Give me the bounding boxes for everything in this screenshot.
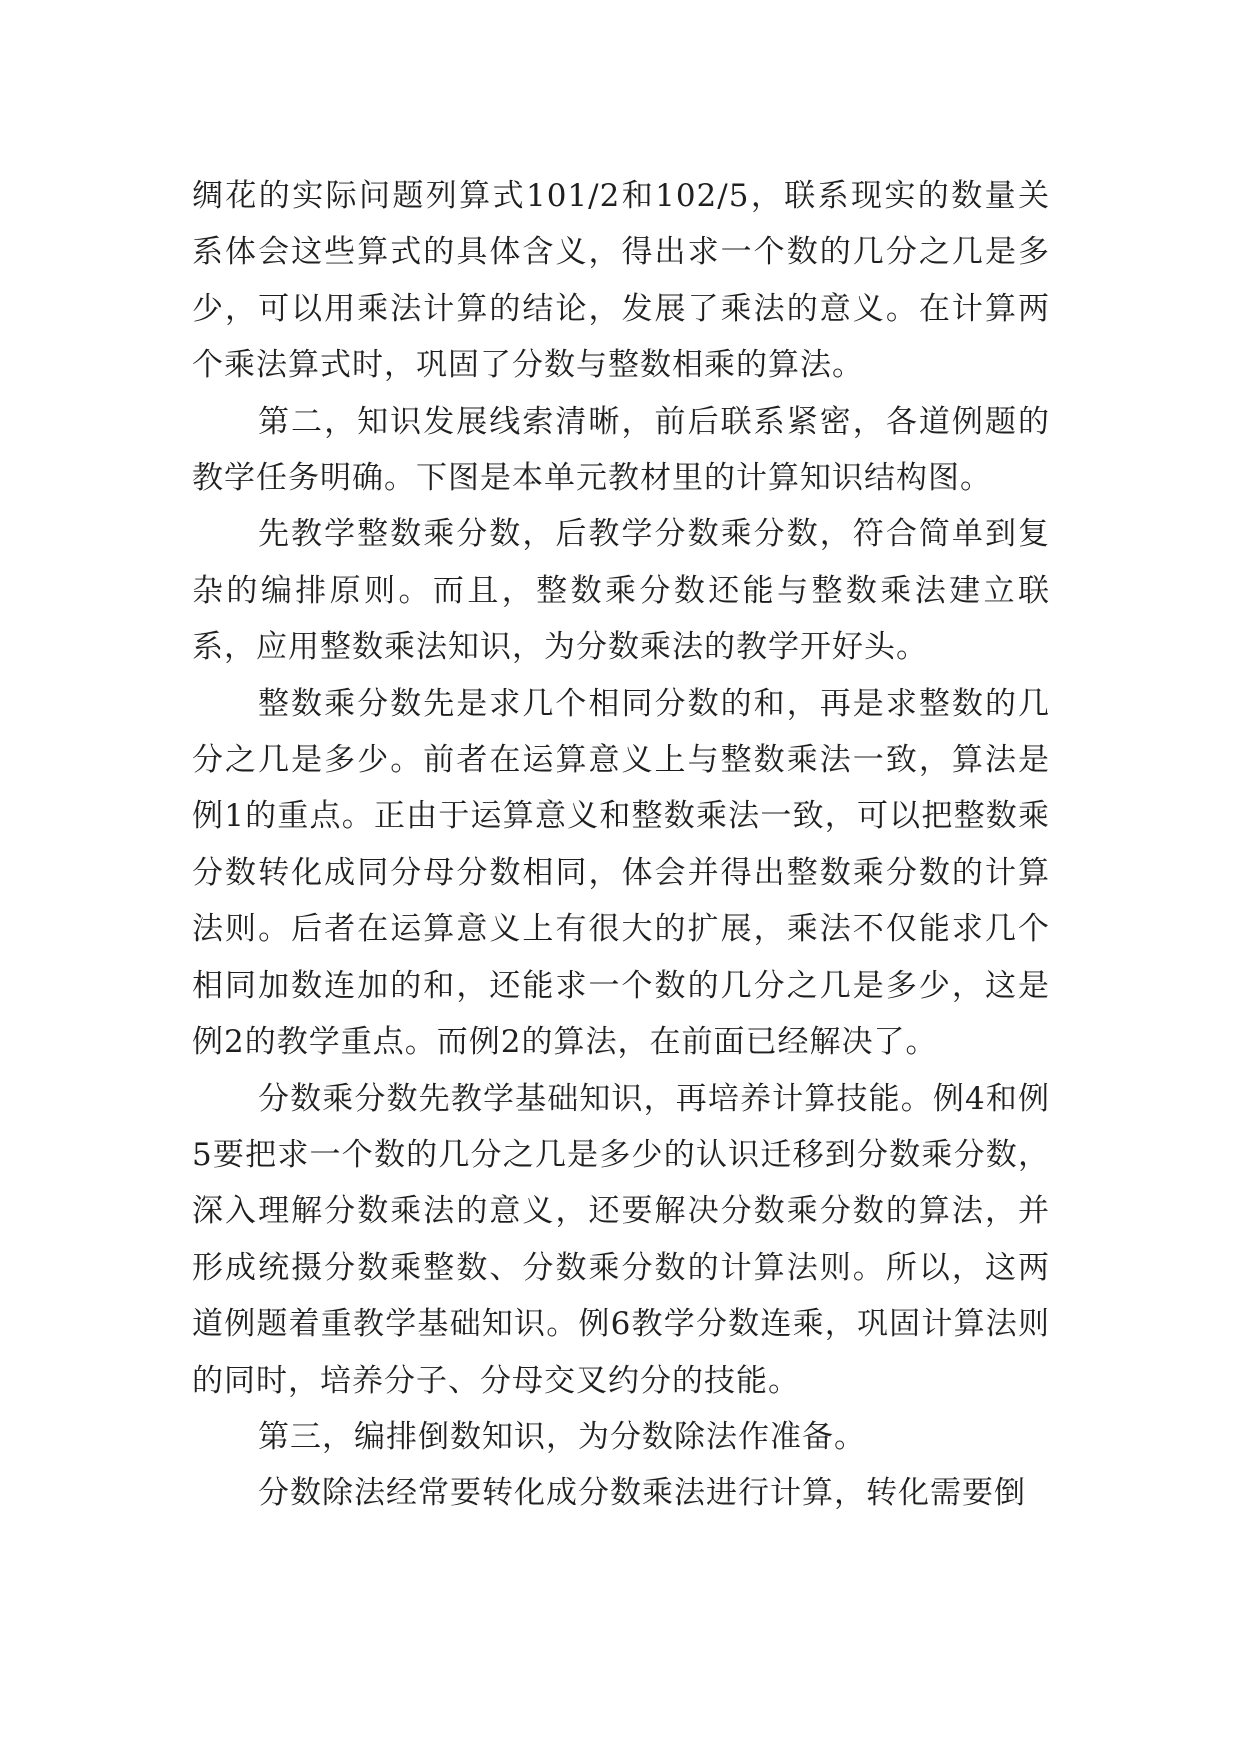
paragraph: 分数除法经常要转化成分数乘法进行计算，转化需要倒 bbox=[258, 1475, 1026, 1512]
paragraph: 第二，知识发展线索清晰，前后联系紧密，各道例题的教学任务明确。下图是本单元教材里的计算知识结构图。 bbox=[192, 403, 1050, 497]
paragraph: 整数乘分数先是求几个相同分数的和，再是求整数的几分之几是多少。前者在运算意义上与整数乘法一致，算法是例1的重点。正由于运算意义和整数乘法一致，可以把整数乘分数转化成同分母分数相同，体会并得出整数乘分数的计算法则。后者在运算意义上有很大的扩展，乘法不仅能求几个相同加数连加的和，还能求一个数的几分之几是多少，这是例2的教学重点。而例2的算法，在前面已经解决了。 bbox=[192, 685, 1050, 1061]
paragraph: 分数乘分数先教学基础知识，再培养计算技能。例4和例5要把求一个数的几分之几是多少的认识迁移到分数乘分数，深入理解分数乘法的意义，还要解决分数乘分数的算法，并形成统摄分数乘整数、分数乘分数的计算法则。所以，这两道例题着重教学基础知识。例6教学分数连乘，巩固计算法则的同时，培养分子、分母交叉约分的技能。 bbox=[192, 1080, 1050, 1399]
paragraph: 第三，编排倒数知识，为分数除法作准备。 bbox=[258, 1418, 866, 1455]
paragraph: 先教学整数乘分数，后教学分数乘分数，符合简单到复杂的编排原则。而且，整数乘分数还能与整数乘法建立联系，应用整数乘法知识，为分数乘法的教学开好头。 bbox=[192, 516, 1050, 666]
paragraph: 绸花的实际问题列算式101/2和102/5，联系现实的数量关系体会这些算式的具体含义，得出求一个数的几分之几是多少，可以用乘法计算的结论，发展了乘法的意义。在计算两个乘法算式时，巩固了分数与整数相乘的算法。 bbox=[192, 178, 1050, 384]
document-body bbox=[192, 168, 1050, 1522]
